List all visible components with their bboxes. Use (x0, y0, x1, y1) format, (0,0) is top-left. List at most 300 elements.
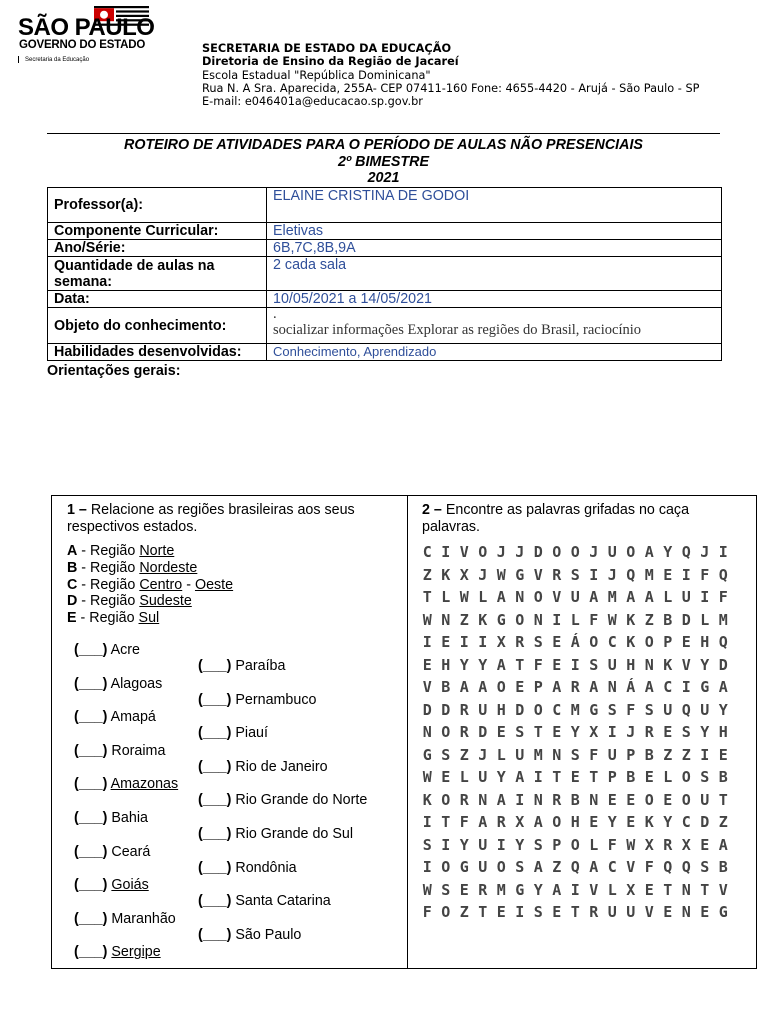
grid-letter[interactable]: S (533, 633, 543, 651)
grid-letter[interactable]: I (552, 610, 562, 629)
answer-blank[interactable]: (___) (74, 742, 108, 759)
grid-letter[interactable]: X (459, 565, 469, 584)
grid-letter[interactable]: E (496, 903, 506, 921)
grid-letter[interactable]: S (589, 655, 599, 674)
grid-letter[interactable]: M (496, 880, 506, 899)
grid-letter[interactable]: U (607, 903, 617, 921)
grid-letter[interactable]: T (700, 880, 710, 899)
grid-letter[interactable]: N (552, 745, 562, 764)
answer-blank[interactable]: (___) (74, 642, 108, 658)
grid-letter[interactable]: S (570, 565, 580, 584)
grid-letter[interactable]: A (478, 678, 488, 696)
grid-letter[interactable]: S (700, 858, 710, 876)
grid-letter[interactable]: O (644, 633, 654, 651)
grid-letter[interactable]: U (515, 745, 525, 764)
grid-letter[interactable]: Y (496, 768, 506, 786)
grid-letter[interactable]: E (570, 768, 580, 786)
grid-letter[interactable]: C (607, 633, 617, 651)
grid-letter[interactable]: Y (570, 723, 580, 741)
grid-letter[interactable]: B (626, 768, 636, 786)
grid-letter[interactable]: G (589, 700, 599, 719)
grid-letter[interactable]: I (515, 903, 525, 921)
grid-letter[interactable]: S (607, 700, 617, 719)
answer-blank[interactable]: (___) (74, 877, 108, 894)
grid-letter[interactable]: K (422, 790, 432, 809)
grid-letter[interactable]: O (570, 835, 580, 854)
answer-blank[interactable]: (___) (74, 944, 108, 961)
grid-letter[interactable]: F (459, 813, 469, 831)
grid-letter[interactable]: A (552, 678, 562, 696)
grid-letter[interactable]: J (589, 543, 599, 561)
grid-letter[interactable]: K (478, 610, 488, 629)
answer-blank[interactable]: (___) (198, 725, 232, 742)
grid-letter[interactable]: S (422, 835, 432, 854)
grid-letter[interactable]: N (515, 588, 525, 606)
grid-letter[interactable]: L (607, 880, 617, 899)
grid-letter[interactable]: E (441, 768, 451, 786)
grid-letter[interactable]: N (478, 790, 488, 809)
grid-letter[interactable]: O (441, 723, 451, 741)
grid-letter[interactable]: E (663, 723, 673, 741)
grid-letter[interactable]: O (681, 790, 691, 809)
grid-letter[interactable]: N (644, 655, 654, 674)
grid-letter[interactable]: F (607, 835, 617, 854)
grid-letter[interactable]: K (644, 813, 654, 831)
grid-letter[interactable]: U (478, 858, 488, 876)
grid-letter[interactable]: U (700, 790, 710, 809)
grid-letter[interactable]: O (626, 543, 636, 561)
grid-letter[interactable]: E (422, 655, 432, 674)
grid-letter[interactable]: Y (515, 835, 525, 854)
grid-letter[interactable]: V (589, 880, 599, 899)
grid-letter[interactable]: I (681, 678, 691, 696)
grid-letter[interactable]: I (589, 565, 599, 584)
grid-letter[interactable]: O (681, 768, 691, 786)
grid-letter[interactable]: E (718, 745, 728, 764)
grid-letter[interactable]: Q (570, 858, 580, 876)
answer-blank[interactable]: (___) (198, 859, 232, 876)
answer-blank[interactable]: (___) (74, 776, 108, 793)
grid-letter[interactable]: A (718, 678, 728, 696)
grid-letter[interactable]: E (663, 903, 673, 921)
grid-letter[interactable]: Y (459, 835, 469, 854)
grid-letter[interactable]: A (496, 655, 506, 674)
grid-letter[interactable]: Y (663, 813, 673, 831)
grid-letter[interactable]: G (515, 565, 525, 584)
grid-letter[interactable]: I (718, 543, 728, 561)
grid-letter[interactable]: R (459, 700, 469, 719)
grid-letter[interactable]: Z (459, 903, 469, 921)
grid-letter[interactable]: I (533, 768, 543, 786)
answer-blank[interactable]: (___) (198, 893, 232, 910)
grid-letter[interactable]: Z (681, 745, 691, 764)
grid-letter[interactable]: J (700, 543, 710, 561)
grid-letter[interactable]: K (626, 633, 636, 651)
grid-letter[interactable]: D (681, 610, 691, 629)
grid-letter[interactable]: E (515, 678, 525, 696)
grid-letter[interactable]: W (626, 835, 636, 854)
grid-letter[interactable]: Z (552, 858, 562, 876)
grid-letter[interactable]: R (570, 678, 580, 696)
grid-letter[interactable]: O (441, 790, 451, 809)
grid-letter[interactable]: A (644, 588, 654, 606)
grid-letter[interactable]: E (441, 633, 451, 651)
grid-letter[interactable]: U (478, 700, 488, 719)
grid-letter[interactable]: E (681, 633, 691, 651)
grid-letter[interactable]: G (459, 858, 469, 876)
grid-letter[interactable]: F (644, 858, 654, 876)
grid-letter[interactable]: O (478, 543, 488, 561)
grid-letter[interactable]: R (552, 790, 562, 809)
grid-letter[interactable]: G (718, 903, 728, 921)
grid-letter[interactable]: Y (459, 655, 469, 674)
grid-letter[interactable]: C (681, 813, 691, 831)
grid-letter[interactable]: A (533, 858, 543, 876)
answer-blank[interactable]: (___) (198, 826, 232, 842)
grid-letter[interactable]: O (496, 678, 506, 696)
grid-letter[interactable]: P (533, 678, 543, 696)
grid-letter[interactable]: T (422, 588, 432, 606)
grid-letter[interactable]: U (663, 700, 673, 719)
grid-letter[interactable]: E (644, 880, 654, 899)
grid-letter[interactable]: A (496, 790, 506, 809)
grid-letter[interactable]: J (626, 723, 636, 741)
grid-letter[interactable]: O (589, 633, 599, 651)
grid-letter[interactable]: U (607, 655, 617, 674)
answer-blank[interactable]: (___) (198, 758, 232, 775)
grid-letter[interactable]: O (515, 610, 525, 629)
grid-letter[interactable]: I (681, 565, 691, 584)
grid-letter[interactable]: I (700, 745, 710, 764)
grid-letter[interactable]: P (663, 633, 673, 651)
grid-letter[interactable]: R (663, 835, 673, 854)
grid-letter[interactable]: A (626, 588, 636, 606)
grid-letter[interactable]: Z (459, 745, 469, 764)
grid-letter[interactable]: V (533, 565, 543, 584)
grid-letter[interactable]: B (644, 745, 654, 764)
grid-letter[interactable]: A (644, 543, 654, 561)
grid-letter[interactable]: Y (607, 813, 617, 831)
grid-letter[interactable]: O (533, 700, 543, 719)
grid-letter[interactable]: F (626, 700, 636, 719)
grid-letter[interactable]: Q (681, 700, 691, 719)
grid-letter[interactable]: V (718, 880, 728, 899)
grid-letter[interactable]: T (441, 813, 451, 831)
grid-letter[interactable]: E (663, 565, 673, 584)
answer-blank[interactable]: (___) (74, 675, 108, 692)
grid-letter[interactable]: O (441, 858, 451, 876)
grid-letter[interactable]: O (496, 858, 506, 876)
grid-letter[interactable]: M (644, 565, 654, 584)
grid-letter[interactable]: X (681, 835, 691, 854)
grid-letter[interactable]: A (589, 588, 599, 606)
grid-letter[interactable]: C (607, 858, 617, 876)
grid-letter[interactable]: T (515, 655, 525, 674)
grid-letter[interactable]: M (533, 745, 543, 764)
answer-blank[interactable]: (___) (74, 709, 108, 726)
grid-letter[interactable]: Y (700, 723, 710, 741)
grid-letter[interactable]: G (700, 678, 710, 696)
grid-letter[interactable]: N (681, 880, 691, 899)
grid-letter[interactable]: H (496, 700, 506, 719)
grid-letter[interactable]: T (478, 903, 488, 921)
grid-letter[interactable]: Q (663, 858, 673, 876)
grid-letter[interactable]: I (570, 880, 580, 899)
grid-letter[interactable]: N (422, 723, 432, 741)
grid-letter[interactable]: C (422, 543, 432, 561)
grid-letter[interactable]: O (533, 588, 543, 606)
grid-letter[interactable]: L (589, 835, 599, 854)
grid-letter[interactable]: J (607, 565, 617, 584)
grid-letter[interactable]: P (552, 835, 562, 854)
grid-letter[interactable]: W (496, 565, 506, 584)
grid-letter[interactable]: Z (718, 813, 728, 831)
grid-letter[interactable]: A (459, 678, 469, 696)
grid-letter[interactable]: Y (718, 700, 728, 719)
grid-letter[interactable]: D (700, 813, 710, 831)
grid-letter[interactable]: E (607, 790, 617, 809)
grid-letter[interactable]: I (441, 543, 451, 561)
grid-letter[interactable]: I (422, 813, 432, 831)
grid-letter[interactable]: A (478, 813, 488, 831)
grid-letter[interactable]: N (533, 790, 543, 809)
grid-letter[interactable]: A (718, 835, 728, 854)
grid-letter[interactable]: P (607, 768, 617, 786)
grid-letter[interactable]: Y (700, 655, 710, 674)
grid-letter[interactable]: T (570, 903, 580, 921)
grid-letter[interactable]: S (644, 700, 654, 719)
grid-letter[interactable]: F (589, 745, 599, 764)
grid-letter[interactable]: W (422, 880, 432, 899)
grid-letter[interactable]: S (533, 903, 543, 921)
grid-letter[interactable]: A (515, 768, 525, 786)
grid-letter[interactable]: N (681, 903, 691, 921)
grid-letter[interactable]: R (589, 903, 599, 921)
grid-letter[interactable]: D (422, 700, 432, 719)
grid-letter[interactable]: S (700, 768, 710, 786)
grid-letter[interactable]: J (496, 543, 506, 561)
grid-letter[interactable]: G (422, 745, 432, 764)
grid-letter[interactable]: Q (718, 565, 728, 584)
grid-letter[interactable]: Á (626, 678, 636, 696)
grid-letter[interactable]: D (515, 700, 525, 719)
answer-blank[interactable]: (___) (198, 792, 232, 809)
grid-letter[interactable]: O (552, 543, 562, 561)
grid-letter[interactable]: U (626, 903, 636, 921)
answer-blank[interactable]: (___) (74, 843, 108, 860)
grid-letter[interactable]: Q (718, 633, 728, 651)
grid-letter[interactable]: I (422, 633, 432, 651)
grid-letter[interactable]: H (700, 633, 710, 651)
grid-letter[interactable]: N (441, 610, 451, 629)
grid-letter[interactable]: S (441, 880, 451, 899)
grid-letter[interactable]: Q (626, 565, 636, 584)
grid-letter[interactable]: X (626, 880, 636, 899)
grid-letter[interactable]: Y (533, 880, 543, 899)
grid-letter[interactable]: I (700, 588, 710, 606)
grid-letter[interactable]: H (718, 723, 728, 741)
grid-letter[interactable]: L (459, 768, 469, 786)
grid-letter[interactable]: U (700, 700, 710, 719)
grid-letter[interactable]: Z (663, 745, 673, 764)
grid-letter[interactable]: U (570, 588, 580, 606)
grid-letter[interactable]: E (700, 903, 710, 921)
grid-letter[interactable]: I (496, 835, 506, 854)
grid-letter[interactable]: M (570, 700, 580, 719)
grid-letter[interactable]: V (626, 858, 636, 876)
grid-letter[interactable]: V (459, 543, 469, 561)
grid-letter[interactable]: S (515, 723, 525, 741)
answer-blank[interactable]: (___) (198, 926, 232, 943)
grid-letter[interactable]: L (478, 588, 488, 606)
grid-letter[interactable]: U (478, 835, 488, 854)
grid-letter[interactable]: R (515, 633, 525, 651)
grid-letter[interactable]: K (626, 610, 636, 629)
grid-letter[interactable]: L (570, 610, 580, 629)
grid-letter[interactable]: V (681, 655, 691, 674)
grid-letter[interactable]: A (496, 588, 506, 606)
grid-letter[interactable]: L (700, 610, 710, 629)
grid-letter[interactable]: J (478, 745, 488, 764)
grid-letter[interactable]: B (663, 610, 673, 629)
grid-letter[interactable]: W (422, 610, 432, 629)
grid-letter[interactable]: F (533, 655, 543, 674)
grid-letter[interactable]: V (644, 903, 654, 921)
grid-letter[interactable]: E (552, 723, 562, 741)
grid-letter[interactable]: U (681, 588, 691, 606)
grid-letter[interactable]: O (644, 790, 654, 809)
grid-letter[interactable]: V (422, 678, 432, 696)
grid-letter[interactable]: E (626, 813, 636, 831)
grid-letter[interactable]: I (515, 790, 525, 809)
grid-letter[interactable]: J (478, 565, 488, 584)
grid-letter[interactable]: A (552, 880, 562, 899)
grid-letter[interactable]: R (496, 813, 506, 831)
grid-letter[interactable]: N (533, 610, 543, 629)
grid-letter[interactable]: E (589, 813, 599, 831)
grid-letter[interactable]: G (496, 610, 506, 629)
grid-letter[interactable]: R (552, 565, 562, 584)
grid-letter[interactable]: E (552, 903, 562, 921)
grid-letter[interactable]: E (644, 768, 654, 786)
grid-letter[interactable]: I (422, 858, 432, 876)
grid-letter[interactable]: E (552, 633, 562, 651)
grid-letter[interactable]: L (441, 588, 451, 606)
grid-letter[interactable]: E (496, 723, 506, 741)
grid-letter[interactable]: E (459, 880, 469, 899)
grid-letter[interactable]: S (681, 723, 691, 741)
grid-letter[interactable]: D (718, 655, 728, 674)
grid-letter[interactable]: Y (478, 655, 488, 674)
grid-letter[interactable]: Q (681, 858, 691, 876)
grid-letter[interactable]: X (589, 723, 599, 741)
grid-letter[interactable]: X (496, 633, 506, 651)
grid-letter[interactable]: I (441, 835, 451, 854)
grid-letter[interactable]: I (478, 633, 488, 651)
answer-blank[interactable]: (___) (74, 910, 108, 927)
answer-blank[interactable]: (___) (198, 658, 232, 674)
grid-letter[interactable]: Z (644, 610, 654, 629)
grid-letter[interactable]: B (441, 678, 451, 696)
grid-letter[interactable]: R (478, 880, 488, 899)
grid-letter[interactable]: C (663, 678, 673, 696)
grid-letter[interactable]: A (589, 678, 599, 696)
grid-letter[interactable]: U (478, 768, 488, 786)
grid-letter[interactable]: F (422, 903, 432, 921)
answer-blank[interactable]: (___) (198, 691, 232, 708)
grid-letter[interactable]: T (718, 790, 728, 809)
grid-letter[interactable]: K (663, 655, 673, 674)
grid-letter[interactable]: R (459, 790, 469, 809)
grid-letter[interactable]: L (496, 745, 506, 764)
grid-letter[interactable]: L (663, 588, 673, 606)
grid-letter[interactable]: A (589, 858, 599, 876)
grid-letter[interactable]: Q (681, 543, 691, 561)
grid-letter[interactable]: E (552, 655, 562, 674)
grid-letter[interactable]: R (644, 723, 654, 741)
grid-letter[interactable]: E (700, 835, 710, 854)
grid-letter[interactable]: N (607, 678, 617, 696)
grid-letter[interactable]: P (626, 745, 636, 764)
grid-letter[interactable]: F (589, 610, 599, 629)
grid-letter[interactable]: E (663, 790, 673, 809)
grid-letter[interactable]: W (459, 588, 469, 606)
grid-letter[interactable]: O (441, 903, 451, 921)
grid-letter[interactable]: G (515, 880, 525, 899)
grid-letter[interactable]: I (459, 633, 469, 651)
grid-letter[interactable]: K (441, 565, 451, 584)
grid-letter[interactable]: B (718, 768, 728, 786)
grid-letter[interactable]: C (552, 700, 562, 719)
grid-letter[interactable]: R (459, 723, 469, 741)
grid-letter[interactable]: L (663, 768, 673, 786)
grid-letter[interactable]: W (422, 768, 432, 786)
grid-letter[interactable]: H (626, 655, 636, 674)
grid-letter[interactable]: F (718, 588, 728, 606)
grid-letter[interactable]: B (718, 858, 728, 876)
grid-letter[interactable]: X (515, 813, 525, 831)
grid-letter[interactable]: Á (570, 633, 580, 651)
grid-letter[interactable]: S (533, 835, 543, 854)
grid-letter[interactable]: M (718, 610, 728, 629)
grid-letter[interactable]: U (607, 745, 617, 764)
grid-letter[interactable]: B (570, 790, 580, 809)
grid-letter[interactable]: O (570, 543, 580, 561)
grid-letter[interactable]: D (533, 543, 543, 561)
grid-letter[interactable]: Y (663, 543, 673, 561)
grid-letter[interactable]: H (441, 655, 451, 674)
grid-letter[interactable]: V (552, 588, 562, 606)
grid-letter[interactable]: X (644, 835, 654, 854)
grid-letter[interactable]: U (607, 543, 617, 561)
grid-letter[interactable]: S (570, 745, 580, 764)
grid-letter[interactable]: A (644, 678, 654, 696)
grid-letter[interactable]: Z (422, 565, 432, 584)
grid-letter[interactable]: M (607, 588, 617, 606)
grid-letter[interactable]: J (515, 543, 525, 561)
grid-letter[interactable]: Z (459, 610, 469, 629)
grid-letter[interactable]: H (570, 813, 580, 831)
grid-letter[interactable]: S (515, 858, 525, 876)
grid-letter[interactable]: I (607, 723, 617, 741)
grid-letter[interactable]: T (663, 880, 673, 899)
grid-letter[interactable]: N (589, 790, 599, 809)
grid-letter[interactable]: T (589, 768, 599, 786)
grid-letter[interactable]: S (441, 745, 451, 764)
grid-letter[interactable]: T (552, 768, 562, 786)
grid-letter[interactable]: E (626, 790, 636, 809)
grid-letter[interactable]: D (478, 723, 488, 741)
